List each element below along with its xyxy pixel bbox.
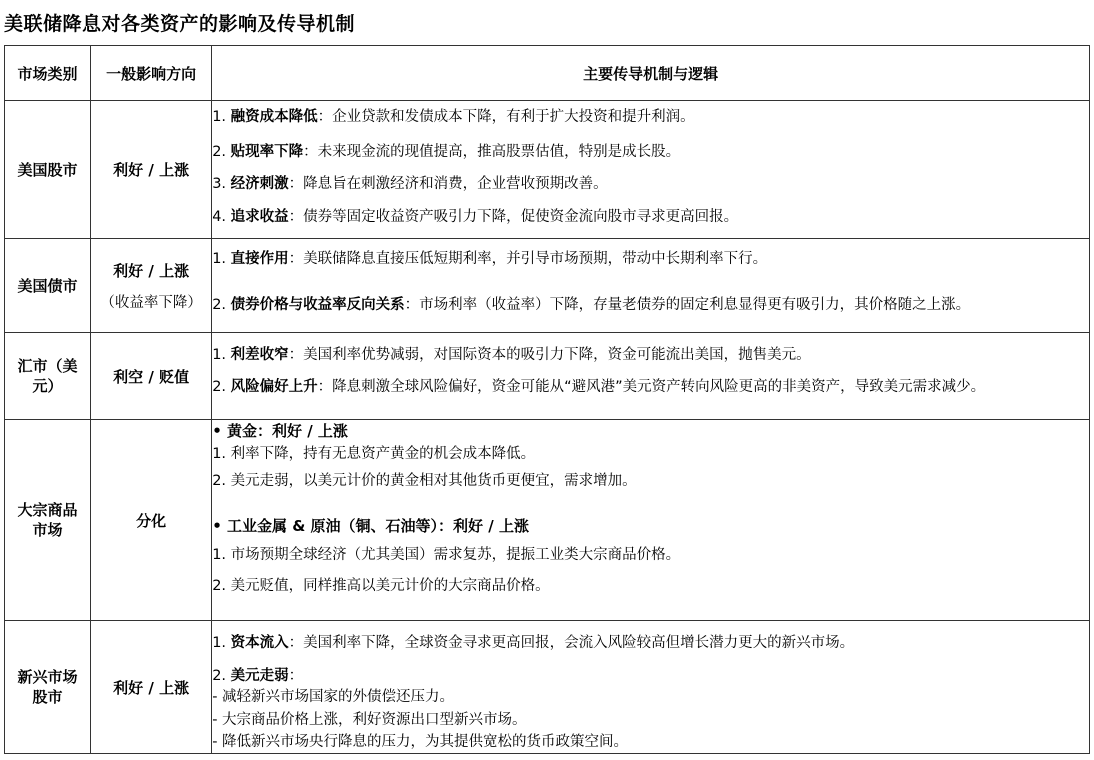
header-mechanism: 主要传导机制与逻辑 [212, 46, 1090, 101]
sub-item: - 大宗商品价格上涨，利好资源出口型新兴市场。 [212, 712, 527, 728]
direction-cell: 利空 / 贬值 [91, 333, 212, 420]
list-item: 4. 追求收益：债券等固定收益资产吸引力下降，促使资金流向股市寻求更高回报。 [212, 209, 739, 225]
table-header-row [5, 46, 1090, 101]
mechanism-cell [212, 101, 1090, 239]
table-row [5, 420, 1090, 621]
direction-cell: 分化 [91, 420, 212, 621]
list-item: 1. 利率下降，持有无息资产黄金的机会成本降低。 [212, 446, 536, 462]
metal-heading: • 工业金属 & 原油（铜、石油等）：利好 / 上涨 [212, 517, 529, 535]
direction-cell: 利好 / 上涨 [91, 101, 212, 239]
sub-item: - 降低新兴市场央行降息的压力，为其提供宽松的货币政策空间。 [212, 734, 629, 750]
list-item: 2. 美元走弱，以美元计价的黄金相对其他货币更便宜，需求增加。 [212, 473, 637, 489]
market-cell: 美国债市 [5, 239, 91, 333]
market-cell: 美国股市 [5, 101, 91, 239]
table-row [5, 239, 1090, 333]
mechanism-cell [212, 333, 1090, 420]
list-item: 2. 美元走弱： [212, 668, 304, 684]
gold-heading: • 黄金：利好 / 上涨 [212, 422, 348, 440]
direction-cell: 利好 / 上涨 [91, 621, 212, 754]
list-item: 1. 利差收窄：美国利率优势减弱，对国际资本的吸引力下降，资金可能流出美国，抛售美元。 [212, 347, 811, 363]
market-cell: 大宗商品市场 [5, 420, 91, 621]
header-direction: 一般影响方向 [91, 46, 212, 101]
mechanism-cell [212, 621, 1090, 754]
mechanism-cell [212, 239, 1090, 333]
direction-label: 利好 / 上涨 [113, 261, 190, 280]
list-item: 1. 资本流入：美国利率下降，全球资金寻求更高回报，会流入风险较高但增长潜力更大的新兴市场。 [212, 635, 855, 651]
list-item: 1. 直接作用：美联储降息直接压低短期利率，并引导市场预期，带动中长期利率下行。 [212, 251, 768, 267]
header-market: 市场类别 [5, 46, 91, 101]
list-item: 2. 风险偏好上升：降息刺激全球风险偏好，资金可能从“避风港”美元资产转向风险更高的非美资产，导致美元需求减少。 [212, 379, 986, 395]
table-row [5, 621, 1090, 754]
direction-note: （收益率下降） [100, 294, 202, 311]
list-item: 2. 贴现率下降：未来现金流的现值提高，推高股票估值，特别是成长股。 [212, 144, 681, 160]
table-row [5, 333, 1090, 420]
sub-item: - 减轻新兴市场国家的外债偿还压力。 [212, 689, 455, 705]
list-item: 2. 美元贬值，同样推高以美元计价的大宗商品价格。 [212, 578, 550, 594]
list-item: 1. 市场预期全球经济（尤其美国）需求复苏，提振工业类大宗商品价格。 [212, 547, 681, 563]
market-cell: 新兴市场股市 [5, 621, 91, 754]
list-item: 3. 经济刺激：降息旨在刺激经济和消费，企业营收预期改善。 [212, 176, 608, 192]
market-cell: 汇市（美元） [5, 333, 91, 420]
list-item: 1. 融资成本降低：企业贷款和发债成本下降，有利于扩大投资和提升利润。 [212, 109, 695, 125]
page-title: 美联储降息对各类资产的影响及传导机制 [4, 13, 356, 35]
table-row [5, 101, 1090, 239]
list-item: 2. 债券价格与收益率反向关系：市场利率（收益率）下降，存量老债券的固定利息显得更有吸引力，其价格随之上涨。 [212, 297, 971, 313]
mechanism-cell [212, 420, 1090, 621]
asset-impact-table [4, 45, 1090, 754]
direction-cell [91, 239, 212, 333]
